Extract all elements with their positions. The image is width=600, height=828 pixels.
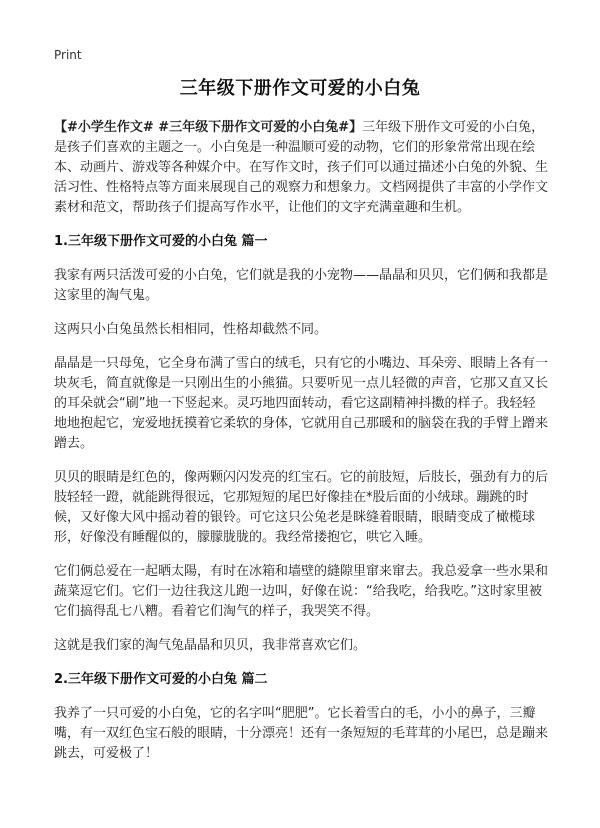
paragraph: 这两只小白兔虽然长相相同，性格却截然不同。 bbox=[54, 322, 328, 337]
section-heading: 1.三年级下册作文可爱的小白兔 篇一 bbox=[54, 234, 268, 249]
print-label: Print bbox=[54, 48, 82, 62]
intro-paragraph bbox=[54, 118, 548, 218]
page-title: 三年级下册作文可爱的小白兔 bbox=[179, 78, 421, 99]
intro-tag: 【#小学生作文# #三年级下册作文可爱的小白兔#】 bbox=[54, 120, 363, 135]
intro-text: 三年级下册作文可爱的小白兔，是孩子们喜欢的主题之一。小白兔是一种温顺可爱的动物，它们的形象常常出现在绘本、动画片、游戏等各种媒介中。在写作文时，孩子们可以通过描述小白兔的外貌、生活习性、性格特点等方面来展现自己的观察力和想象力。文档网提供了丰富的小学作文素材和范文，帮助孩子们提高写作水平，让他们的文字充满童趣和生机。 bbox=[54, 120, 549, 215]
paragraph: 我养了一只可爱的小白兔，它的名字叫“肥肥”。它长着雪白的毛，小小的鼻子，三瓣嘴，有一双红色宝石般的眼睛，十分漂亮！还有一条短短的毛茸茸的小尾巴，总是蹦来跳去，可爱极了！ bbox=[54, 706, 549, 761]
section-1 bbox=[54, 232, 548, 656]
article-body bbox=[54, 118, 548, 778]
paragraph: 我家有两只活泼可爱的小白兔，它们就是我的小宠物——晶晶和贝贝，它们俩和我都是这家里的淘气鬼。 bbox=[54, 268, 549, 303]
paragraph: 它们俩总爱在一起晒太陽，有时在冰箱和墙壁的縫隙里窜来窜去。我总爱拿一些水果和蔬菜逗它们。它们一边往我这儿跑一边叫，好像在说：“给我吃，给我吃。”这时家里被它们搞得乱七八糟。看着它们淘气的样子，我哭笑不得。 bbox=[54, 564, 549, 619]
paragraph: 贝贝的眼睛是红色的，像两颗闪闪发亮的红宝石。它的前肢短，后肢长，强劲有力的后肢轻轻一蹬，就能跳得很远，它那短短的尾巴好像挂在*股后面的小绒球。蹦跳的时候，又好像大风中摇动着的银铃。可它这只公兔老是眯缝着眼睛，眼睛变成了橄榄球形，好像没有睡醒似的，朦朦胧胧的。我经常搂抱它，哄它入睡。 bbox=[54, 470, 549, 545]
section-2 bbox=[54, 670, 548, 764]
paragraph: 晶晶是一只母兔，它全身布满了雪白的绒毛，只有它的小嘴边、耳朵旁、眼睛上各有一块灰毛，简直就像是一只刚出生的小熊猫。只要听见一点儿轻微的声音，它那又直又长的耳朵就会“刷”地一下竖起来。灵巧地四面转动，看它这副精神抖擞的样子。我轻轻地地抱起它，宠爱地抚摸着它柔软的身体，它就用自己那暖和的脑袋在我的手臂上蹭来蹭去。 bbox=[54, 356, 549, 451]
paragraph: 这就是我们家的淘气兔晶晶和贝贝，我非常喜欢它们。 bbox=[54, 638, 367, 653]
section-heading: 2.三年级下册作文可爱的小白兔 篇二 bbox=[54, 672, 268, 687]
